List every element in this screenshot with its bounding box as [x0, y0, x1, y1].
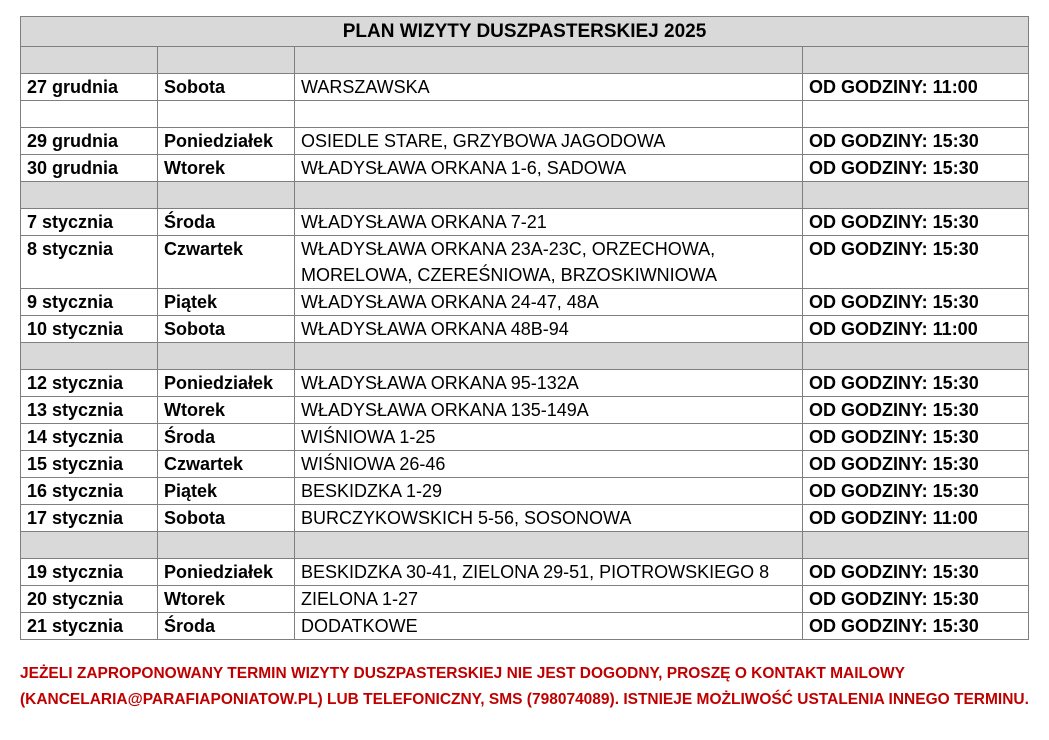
- day-cell: Czwartek: [158, 236, 295, 289]
- visit-row: [21, 74, 1029, 101]
- date-cell: 9 stycznia: [21, 289, 158, 316]
- date-cell: 16 stycznia: [21, 478, 158, 505]
- visit-row: [21, 316, 1029, 343]
- time-cell: OD GODZINY: 15:30: [803, 289, 1029, 316]
- visit-row: [21, 128, 1029, 155]
- separator-row: [21, 47, 1029, 74]
- address-cell: WŁADYSŁAWA ORKANA 48B-94: [295, 316, 803, 343]
- day-cell: Piątek: [158, 478, 295, 505]
- contact-note-line-1: JEŻELI ZAPROPONOWANY TERMIN WIZYTY DUSZPASTERSKIEJ NIE JEST DOGODNY, PROSZĘ O KONTAKT MAILOWY: [20, 665, 906, 682]
- separator-cell: [295, 532, 803, 559]
- address-cell: WŁADYSŁAWA ORKANA 95-132A: [295, 370, 803, 397]
- separator-cell: [21, 532, 158, 559]
- time-cell: OD GODZINY: 15:30: [803, 613, 1029, 640]
- address-cell: BESKIDZKA 30-41, ZIELONA 29-51, PIOTROWSKIEGO 8: [295, 559, 803, 586]
- day-cell: Środa: [158, 424, 295, 451]
- separator-cell: [295, 182, 803, 209]
- time-cell: OD GODZINY: 15:30: [803, 451, 1029, 478]
- visit-row: [21, 424, 1029, 451]
- day-cell: Wtorek: [158, 397, 295, 424]
- day-cell: Sobota: [158, 316, 295, 343]
- date-cell: 21 stycznia: [21, 613, 158, 640]
- day-cell: Sobota: [158, 505, 295, 532]
- separator-cell: [158, 532, 295, 559]
- page-title: PLAN WIZYTY DUSZPASTERSKIEJ 2025: [21, 17, 1029, 47]
- day-cell: Czwartek: [158, 451, 295, 478]
- date-cell: 10 stycznia: [21, 316, 158, 343]
- separator-cell: [158, 343, 295, 370]
- visit-row: [21, 559, 1029, 586]
- day-cell: Poniedziałek: [158, 370, 295, 397]
- date-cell: 13 stycznia: [21, 397, 158, 424]
- separator-cell: [803, 182, 1029, 209]
- separator-row: [21, 182, 1029, 209]
- visit-row: [21, 370, 1029, 397]
- date-cell: 29 grudnia: [21, 128, 158, 155]
- day-cell: Wtorek: [158, 586, 295, 613]
- day-cell: Wtorek: [158, 155, 295, 182]
- address-cell: WŁADYSŁAWA ORKANA 24-47, 48A: [295, 289, 803, 316]
- separator-row: [21, 343, 1029, 370]
- visit-schedule-table: [20, 16, 1029, 640]
- address-cell: WARSZAWSKA: [295, 74, 803, 101]
- separator-cell: [21, 343, 158, 370]
- time-cell: OD GODZINY: 15:30: [803, 586, 1029, 613]
- date-cell: 30 grudnia: [21, 155, 158, 182]
- address-cell: WŁADYSŁAWA ORKANA 135-149A: [295, 397, 803, 424]
- day-cell: Środa: [158, 209, 295, 236]
- date-cell: 19 stycznia: [21, 559, 158, 586]
- date-cell: 7 stycznia: [21, 209, 158, 236]
- contact-note: [20, 661, 1040, 713]
- date-cell: 8 stycznia: [21, 236, 158, 289]
- time-cell: OD GODZINY: 11:00: [803, 74, 1029, 101]
- time-cell: OD GODZINY: 15:30: [803, 424, 1029, 451]
- separator-cell: [295, 101, 803, 128]
- time-cell: OD GODZINY: 15:30: [803, 397, 1029, 424]
- time-cell: OD GODZINY: 11:00: [803, 505, 1029, 532]
- separator-cell: [21, 47, 158, 74]
- day-cell: Poniedziałek: [158, 128, 295, 155]
- time-cell: OD GODZINY: 15:30: [803, 128, 1029, 155]
- time-cell: OD GODZINY: 15:30: [803, 370, 1029, 397]
- visit-row: [21, 155, 1029, 182]
- separator-cell: [158, 101, 295, 128]
- date-cell: 17 stycznia: [21, 505, 158, 532]
- contact-note-line-2: (KANCELARIA@PARAFIAPONIATOW.PL) LUB TELEFONICZNY, SMS (798074089). ISTNIEJE MOŻLIWOŚĆ USTALENIA INNEGO TERMINU.: [20, 691, 1029, 708]
- time-cell: OD GODZINY: 15:30: [803, 209, 1029, 236]
- separator-cell: [158, 47, 295, 74]
- day-cell: Piątek: [158, 289, 295, 316]
- time-cell: OD GODZINY: 15:30: [803, 236, 1029, 289]
- schedule-sheet: [20, 16, 1028, 640]
- visit-row: [21, 209, 1029, 236]
- address-cell: DODATKOWE: [295, 613, 803, 640]
- address-cell: WŁADYSŁAWA ORKANA 7-21: [295, 209, 803, 236]
- separator-row: [21, 532, 1029, 559]
- date-cell: 15 stycznia: [21, 451, 158, 478]
- visit-row: [21, 478, 1029, 505]
- date-cell: 14 stycznia: [21, 424, 158, 451]
- visit-row: [21, 451, 1029, 478]
- time-cell: OD GODZINY: 15:30: [803, 559, 1029, 586]
- address-cell: BESKIDZKA 1-29: [295, 478, 803, 505]
- date-cell: 27 grudnia: [21, 74, 158, 101]
- title-row: [21, 17, 1029, 47]
- separator-cell: [21, 182, 158, 209]
- time-cell: OD GODZINY: 15:30: [803, 478, 1029, 505]
- date-cell: 20 stycznia: [21, 586, 158, 613]
- separator-cell: [803, 532, 1029, 559]
- visit-row: [21, 236, 1029, 289]
- separator-row: [21, 101, 1029, 128]
- separator-cell: [803, 101, 1029, 128]
- separator-cell: [803, 47, 1029, 74]
- address-cell: WIŚNIOWA 26-46: [295, 451, 803, 478]
- separator-cell: [295, 343, 803, 370]
- address-cell: BURCZYKOWSKICH 5-56, SOSONOWA: [295, 505, 803, 532]
- address-cell: WŁADYSŁAWA ORKANA 23A-23C, ORZECHOWA, MORELOWA, CZEREŚNIOWA, BRZOSKIWNIOWA: [295, 236, 803, 289]
- address-cell: OSIEDLE STARE, GRZYBOWA JAGODOWA: [295, 128, 803, 155]
- visit-row: [21, 289, 1029, 316]
- day-cell: Środa: [158, 613, 295, 640]
- address-cell: ZIELONA 1-27: [295, 586, 803, 613]
- date-cell: 12 stycznia: [21, 370, 158, 397]
- separator-cell: [295, 47, 803, 74]
- day-cell: Poniedziałek: [158, 559, 295, 586]
- time-cell: OD GODZINY: 15:30: [803, 155, 1029, 182]
- visit-row: [21, 586, 1029, 613]
- day-cell: Sobota: [158, 74, 295, 101]
- separator-cell: [158, 182, 295, 209]
- time-cell: OD GODZINY: 11:00: [803, 316, 1029, 343]
- address-cell: WŁADYSŁAWA ORKANA 1-6, SADOWA: [295, 155, 803, 182]
- separator-cell: [803, 343, 1029, 370]
- address-cell: WIŚNIOWA 1-25: [295, 424, 803, 451]
- visit-row: [21, 505, 1029, 532]
- visit-row: [21, 613, 1029, 640]
- visit-row: [21, 397, 1029, 424]
- separator-cell: [21, 101, 158, 128]
